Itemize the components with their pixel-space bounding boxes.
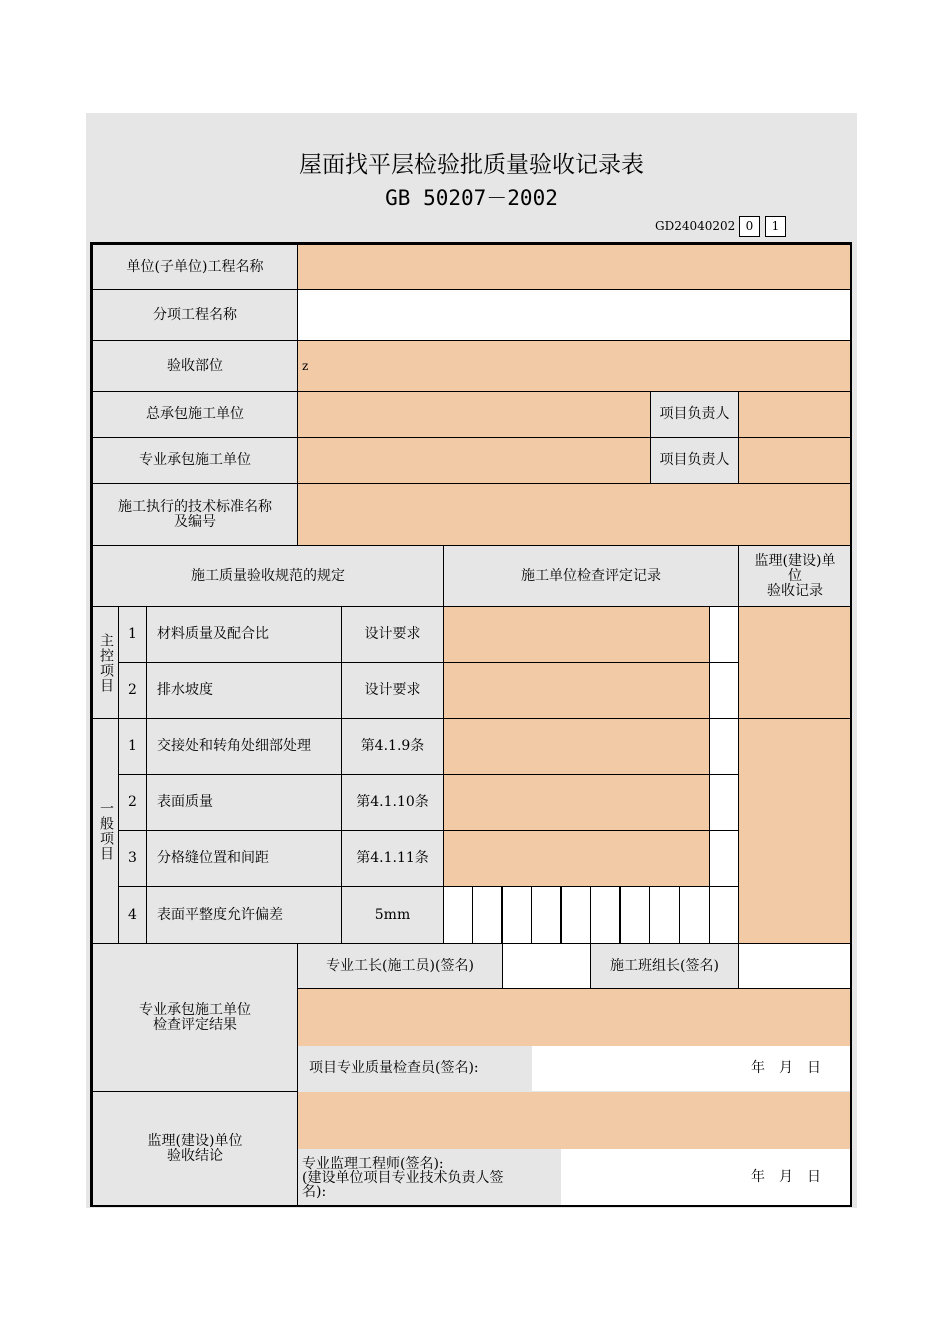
contractor-result-label: 专业承包施工单位 检查评定结果 [92, 943, 298, 1092]
main-row-1-record[interactable] [443, 606, 710, 663]
main-row-1-mark[interactable] [709, 606, 739, 663]
record-header: 施工单位检查评定记录 [443, 545, 739, 607]
main-row-1-no: 1 [118, 606, 147, 663]
main-items-group [92, 606, 119, 719]
general-row-2-no: 2 [118, 774, 147, 831]
page-title: 屋面找平层检验批质量验收记录表 [299, 152, 644, 178]
general-row-3-no: 3 [118, 830, 147, 887]
measure-cell-7[interactable] [620, 886, 650, 944]
general-row-1-req: 第4.1.9条 [341, 718, 444, 775]
measure-cell-10[interactable] [709, 886, 739, 944]
measure-cell-4[interactable] [531, 886, 561, 944]
measure-cell-2[interactable] [472, 886, 502, 944]
supervision-conclusion-label: 监理(建设)单位 验收结论 [92, 1091, 298, 1207]
project-name-field[interactable] [297, 244, 852, 290]
general-row-2-mark[interactable] [709, 774, 739, 831]
general-row-4-req: 5mm [341, 886, 444, 944]
main-row-1-req: 设计要求 [341, 606, 444, 663]
contractor-result-field[interactable] [298, 989, 851, 1046]
serial-box-1[interactable]: 0 [739, 216, 760, 237]
main-items-supervision[interactable] [738, 606, 852, 719]
measure-cell-6[interactable] [590, 886, 620, 944]
general-contractor-label: 总承包施工单位 [92, 391, 298, 438]
general-row-1-mark[interactable] [709, 718, 739, 775]
project-manager-field-2[interactable] [738, 437, 852, 484]
foreman-signature[interactable] [502, 943, 591, 989]
main-row-2-req: 设计要求 [341, 662, 444, 719]
general-row-3-req: 第4.1.11条 [341, 830, 444, 887]
inspector-date[interactable]: 年 月 日 [532, 1046, 851, 1091]
general-row-1-record[interactable] [443, 718, 710, 775]
team-leader-signature[interactable] [738, 943, 852, 989]
general-row-3-record[interactable] [443, 830, 710, 887]
project-manager-label-2: 项目负责人 [650, 437, 739, 484]
engineer-label: 专业监理工程师(签名): (建设单位项目专业技术负责人签 名): [298, 1149, 561, 1206]
general-row-1-name: 交接处和转角处细部处理 [146, 718, 342, 775]
project-name-label: 单位(子单位)工程名称 [92, 244, 298, 290]
general-row-1-no: 1 [118, 718, 147, 775]
specialty-contractor-label: 专业承包施工单位 [92, 437, 298, 484]
project-manager-label: 项目负责人 [650, 391, 739, 438]
measure-cell-5[interactable] [561, 886, 591, 944]
main-row-1-name: 材料质量及配合比 [146, 606, 342, 663]
main-row-2-no: 2 [118, 662, 147, 719]
inspector-label: 项目专业质量检查员(签名): [298, 1046, 532, 1091]
general-items-group-label: 一般项目 [98, 801, 114, 861]
standard-field[interactable] [297, 483, 852, 546]
main-row-2-name: 排水坡度 [146, 662, 342, 719]
measure-cell-3[interactable] [502, 886, 532, 944]
general-row-3-mark[interactable] [709, 830, 739, 887]
sub-project-field[interactable] [297, 289, 852, 341]
general-row-3-name: 分格缝位置和间距 [146, 830, 342, 887]
supervision-header: 监理(建设)单 位 验收记录 [738, 545, 852, 607]
acceptance-part-label: 验收部位 [92, 340, 298, 392]
main-items-group-label: 主控项目 [98, 632, 114, 693]
general-items-supervision[interactable] [738, 718, 852, 944]
engineer-date[interactable]: 年 月 日 [561, 1149, 851, 1206]
serial-box-2[interactable]: 1 [765, 216, 786, 237]
measure-cell-1[interactable] [443, 886, 473, 944]
general-row-2-name: 表面质量 [146, 774, 342, 831]
acceptance-part-field[interactable]: z [297, 340, 852, 392]
measure-cell-9[interactable] [679, 886, 710, 944]
form-code: GD24040202 [655, 219, 736, 233]
general-row-4-no: 4 [118, 886, 147, 944]
general-row-2-record[interactable] [443, 774, 710, 831]
measure-cell-8[interactable] [649, 886, 680, 944]
project-manager-field[interactable] [738, 391, 852, 438]
general-row-2-req: 第4.1.10条 [341, 774, 444, 831]
specialty-contractor-field[interactable] [297, 437, 651, 484]
sub-project-label: 分项工程名称 [92, 289, 298, 341]
supervision-conclusion-field[interactable] [298, 1092, 851, 1149]
foreman-label: 专业工长(施工员)(签名) [297, 943, 503, 989]
main-row-2-mark[interactable] [709, 662, 739, 719]
general-row-4-name: 表面平整度允许偏差 [146, 886, 342, 944]
standard-label: 施工执行的技术标准名称 及编号 [92, 483, 298, 546]
spec-header: 施工质量验收规范的规定 [92, 545, 444, 607]
general-items-group [92, 718, 119, 944]
general-contractor-field[interactable] [297, 391, 651, 438]
main-row-2-record[interactable] [443, 662, 710, 719]
standard-code: GB 50207－2002 [385, 186, 558, 210]
team-leader-label: 施工班组长(签名) [590, 943, 739, 989]
